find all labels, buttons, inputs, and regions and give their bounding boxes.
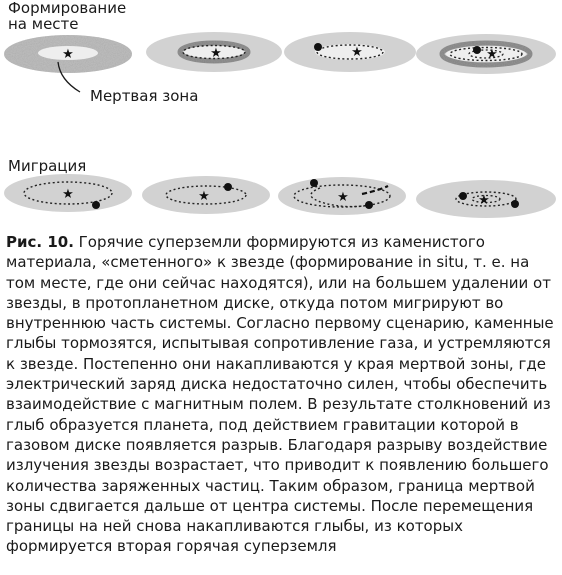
formation-label-line-1: Формирование <box>8 0 127 17</box>
formation-panel-3 <box>284 32 416 72</box>
planet-icon <box>92 201 100 209</box>
planet-icon <box>511 200 519 208</box>
migration-panel-3 <box>278 177 406 215</box>
formation-panel-1 <box>4 35 132 73</box>
star-icon: ★ <box>210 46 222 61</box>
star-icon: ★ <box>198 189 210 204</box>
planet-icon <box>310 179 318 187</box>
migration-label: Миграция <box>8 157 87 175</box>
star-icon: ★ <box>62 47 74 62</box>
planet-icon <box>365 201 373 209</box>
planet-icon <box>459 192 467 200</box>
formation-label-line-2: на месте <box>8 15 79 33</box>
star-icon: ★ <box>62 187 74 202</box>
star-icon: ★ <box>478 193 490 208</box>
dead-zone-label: Мертвая зона <box>90 87 199 105</box>
star-icon: ★ <box>486 47 498 62</box>
inner-clearing <box>315 44 385 60</box>
planet-icon <box>473 46 481 54</box>
star-icon: ★ <box>351 45 363 60</box>
migration-panel-1 <box>4 174 132 212</box>
formation-panel-2 <box>146 32 282 72</box>
caption-text: Горячие суперземли формируются из каменистого материала, «сметенного» к звезде (формирование in situ, т. е. на том месте, где они сейчас находятся), или на большем удалении от звезды, в протопланетном диске, откуда потом мигрируют во внутреннюю часть системы. Согласно первому сценарию, каменные глыбы тормозятся, испытывая сопротивление газа, и устремляются к звезде. Постепенно они накапливаются у края мертвой зоны, где электрический заряд диска недостаточно силен, чтобы обеспечить взаимодействие с магнитным полем. В результате столкновений из глыб образуется планета, под действием гравитации которой в газовом диске появляется разрыв. Благодаря разрыву воздействие излучения звезды возрастает, что приводит к появлению большего количества заряженных частиц. Таким образом, граница мертвой зоны сдвигается дальше от центра системы. После перемещения границы на ней снова накапливаются глыбы, из которых формируется вторая горячая суперземля <box>6 233 554 556</box>
migration-panel-2 <box>142 176 270 214</box>
migration-panel-4 <box>416 180 556 218</box>
disk-diagram <box>0 0 562 228</box>
star-icon: ★ <box>337 190 349 205</box>
planet-icon <box>314 43 322 51</box>
caption-label: Рис. 10. <box>6 233 74 251</box>
planet-icon <box>224 183 232 191</box>
formation-panel-4 <box>416 34 556 74</box>
figure-caption <box>6 232 562 557</box>
